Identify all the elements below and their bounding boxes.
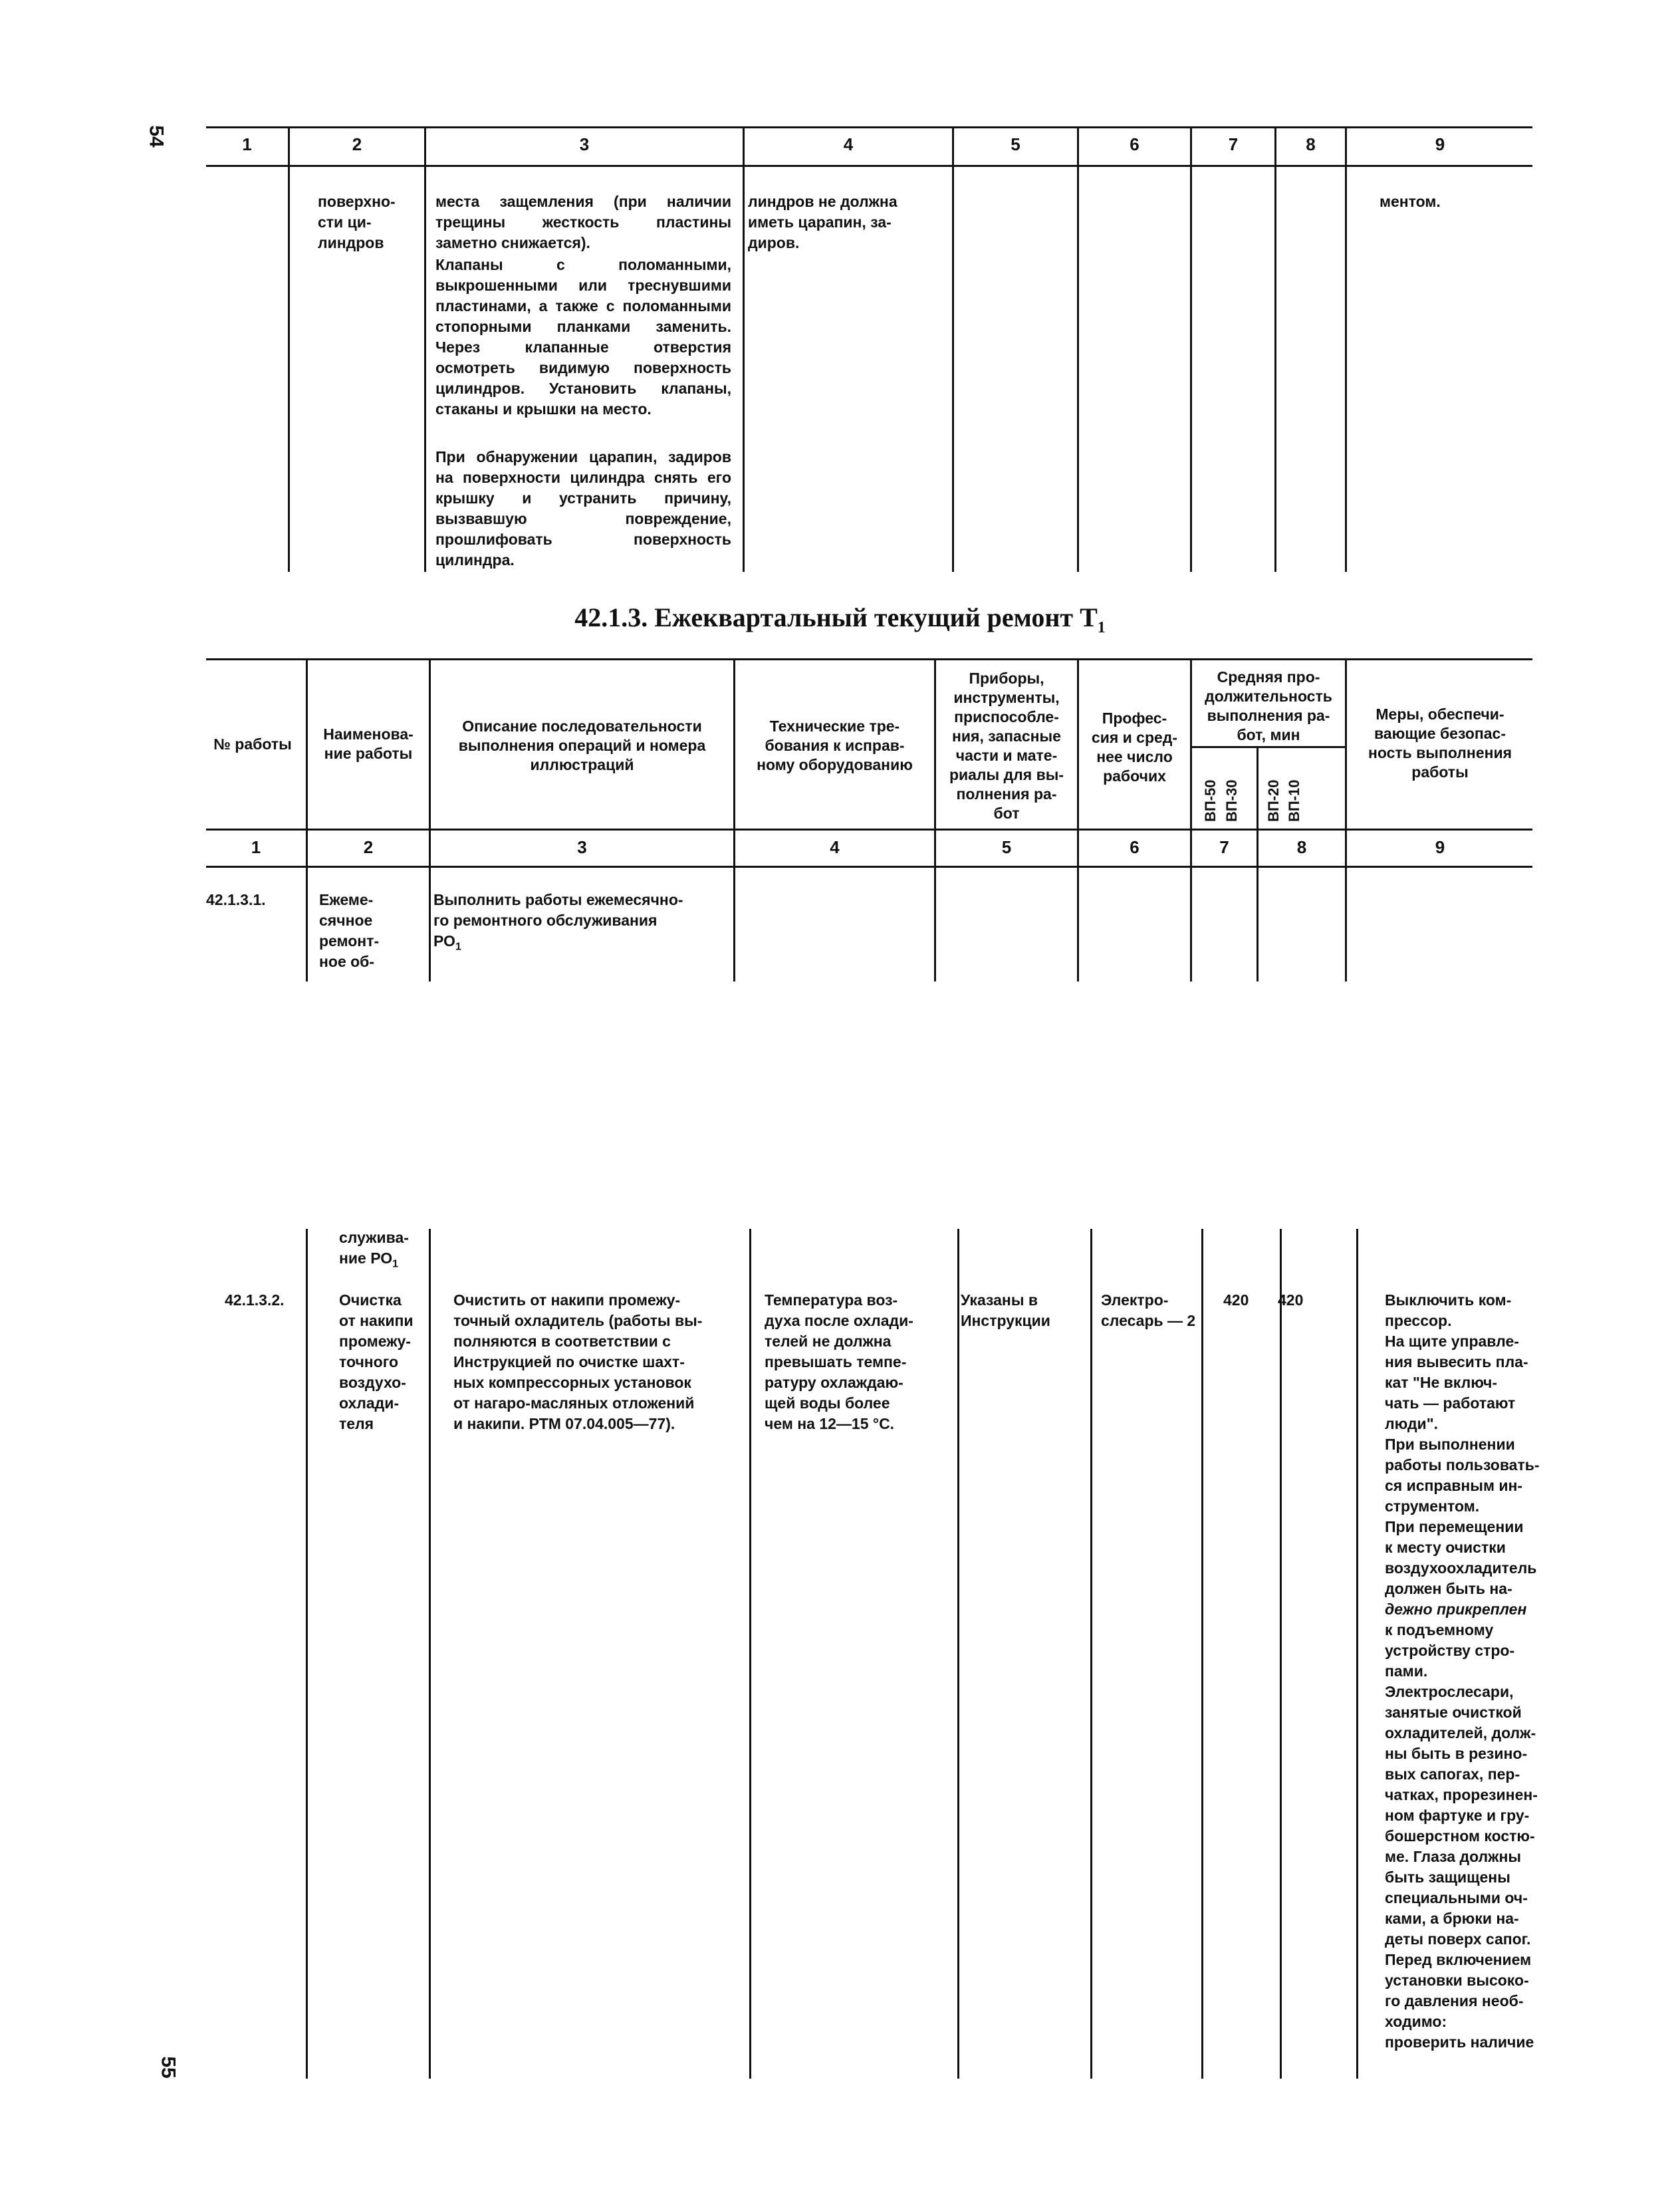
header-tools: Приборы, инструменты, приспособле- ния, запасные части и мате- риалы для вы- полнения ра- бот [949,670,1064,822]
page-number-bottom: 55 [157,2056,180,2079]
header-vp10: ВП-10 [1286,779,1302,822]
header-description: Описание последовательности выполнения операций и номера иллюстраций [458,717,706,773]
row1-number: 42.1.3.1. [206,891,266,908]
row1-name: Ежеме- сячное ремонт- ное об- [319,891,380,970]
header-safety: Меры, обеспечи- вающие безопас- ность выполнения работы [1368,706,1512,781]
col-number-4: 4 [830,837,840,857]
row2-safety: Выключить ком- прессор. На щите управле- ния вывесить пла- кат "Не включ- чать — работают люди". При выполнении работы пользовать- ся исправным ин- струментом. При перемещении к месту очистки воздухоохладитель должен быть на- дежно прикреплен к подъемному устройству стро- пами. Электрослесари, занятые очисткой охладителей, долж- ны быть в резино- вых сапогах, пер- чатках, прорезинен- ном фартуке и гру- бошерстном костю- ме. Глаза должны быть защищены специальными оч- ками, а брюки на- деты поверх сапог. Перед включением установки высоко- го давления необ- ходимо: проверить наличие [1385,1291,1540,2051]
col-number-2: 2 [363,837,374,857]
row1-description: Выполнить работы ежемесячно- го ремонтного обслуживания $РО_1$ [433,891,683,953]
header-profession: Профес- сия и сред- нее число рабочих [1091,710,1178,785]
top-col-number-6: 6 [1130,134,1140,154]
top-description-p1: места защемления (при наличии трещины жесткость пластины заметно снижается). [435,193,731,251]
row1-name-continued: служива- ние $РО_1$ [339,1229,409,1270]
top-col-number-5: 5 [1011,134,1020,154]
page-number-top: 54 [145,125,168,148]
top-col-number-2: 2 [352,134,362,154]
col-number-7: 7 [1219,837,1229,857]
section-title: 42.1.3. Ежеквартальный текущий ремонт $Т_1$ [574,602,1106,636]
col-number-8: 8 [1296,837,1307,857]
row2-requirements: Температура воз- духа после охлади- телей не должна превышать темпе- ратуру охлаждаю- щей воды более чем на 12—15 °С. [765,1291,913,1432]
col-number-6: 6 [1130,837,1140,857]
top-col-number-1: 1 [242,134,252,154]
header-vp30: ВП-30 [1223,779,1240,822]
top-col-number-4: 4 [843,134,854,154]
header-vp50: ВП-50 [1202,779,1219,822]
top-name-cell: поверхно- сти ци- линдров [318,193,396,251]
top-col-number-3: 3 [579,134,590,154]
row2-tools: Указаны в Инструкции [961,1291,1050,1329]
col-number-1: 1 [251,837,261,857]
header-duration: Средняя про- должительность выполнения ра- бот, мин [1205,668,1332,743]
top-col-number-7: 7 [1228,134,1239,154]
row2-time-vp20-10: 420 [1278,1291,1304,1309]
top-requirements-cell: линдров не должна иметь царапин, за- диров. [748,193,898,251]
row2-name: Очистка от накипи промежу- точного воздухо- охлади- теля [339,1291,414,1432]
col-number-5: 5 [1001,837,1012,857]
header-work-name: Наименова- ние работы [323,725,414,762]
row2-profession: Электро- слесарь — 2 [1101,1291,1196,1329]
header-vp20: ВП-20 [1265,779,1282,822]
top-description-p2: Клапаны с поломанными, выкрошенными или треснувшими пластинами, а также с поломанными стопорными планками заменить. Через клапанные отверстия осмотреть видимую поверхность цилиндров. Установить клапаны, стаканы и крышки на место. [435,256,731,418]
top-col-number-9: 9 [1435,134,1445,154]
header-tech-requirements: Технические тре- бования к исправ- ному оборудованию [757,717,913,773]
top-safety-cell: ментом. [1380,193,1441,210]
row2-number: 42.1.3.2. [225,1291,285,1309]
header-work-number: № работы [213,735,292,753]
row2-description: Очистить от накипи промежу- точный охладитель (работы вы- полняются в соответствии с Инструкцией по очистке шахт- ных компрессорных установок от нагаро-масляных отложений и накипи. РТМ 07.04.005—77). [453,1291,703,1432]
col-number-3: 3 [577,837,587,857]
top-col-number-8: 8 [1306,134,1316,154]
top-description-p3: При обнаружении царапин, задиров на поверхности цилиндра снять его крышку и устранить причину, вызвавшую повреждение, прошлифовать поверхность цилиндра. [435,448,731,569]
row2-time-vp50-30: 420 [1223,1291,1249,1309]
col-number-9: 9 [1435,837,1445,857]
